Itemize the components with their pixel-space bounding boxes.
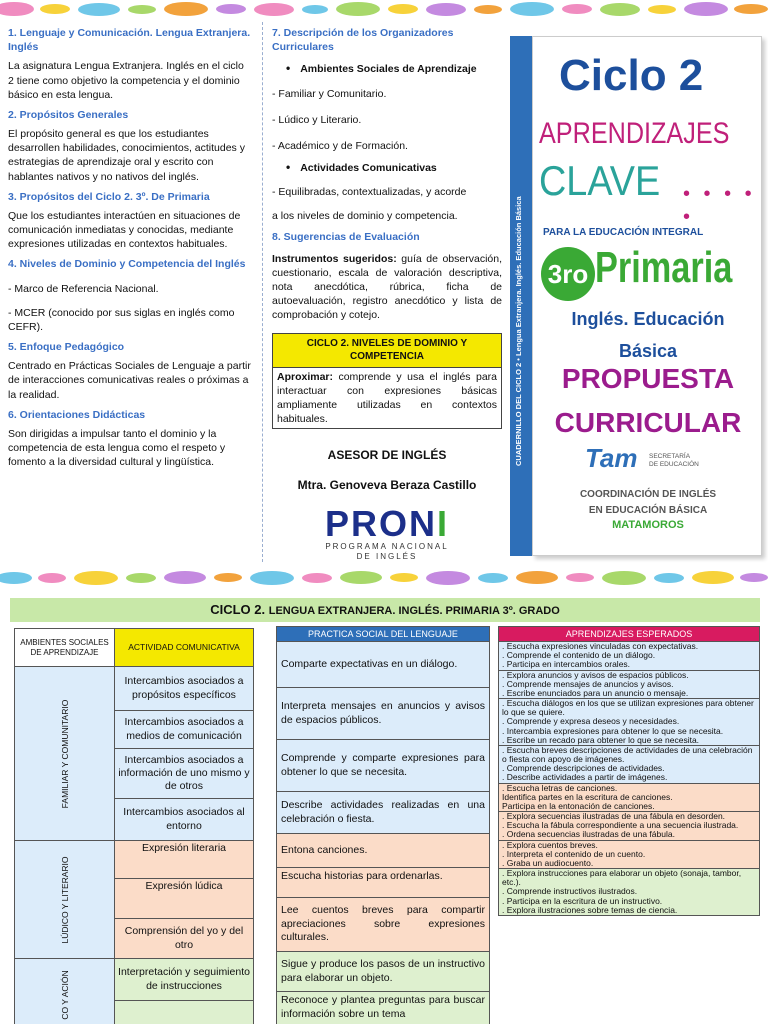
section-5-text: Centrado en Prácticas Sociales de Lenguaje a partir de interacciones comunicativas reales o próximas a la realidad.	[8, 360, 251, 401]
aprendizaje-cell: . Escucha breves descripciones de actividades de una celebración o fiesta con apoyo de imágenes. . Comprende descripciones de actividades. . Describe actividades a partir de imágenes.	[499, 745, 760, 783]
section-4-item: - MCER (conocido por sus siglas en inglés como CEFR).	[8, 306, 235, 333]
section-1-title: 1. Lenguaje y Comunicación. Lengua Extranjera. Inglés	[8, 27, 251, 54]
practica-cell: Lee cuentos breves para compartir apreciaciones sobre expresiones culturales.	[277, 898, 490, 952]
section-8-text: Instrumentos sugeridos: guía de observación, cuestionario, escala de valoración descriptiva, nota anecdótica, rúbrica, ficha de autoevaluación, registro anecdótico y lista de comprobación y cotejo.	[272, 252, 502, 322]
activity-cell: Intercambios asociados a información de uno mismo y de otros	[115, 749, 254, 799]
aprendizajes-table	[498, 626, 760, 916]
aprendizaje-cell: . Escucha letras de canciones. Identifica partes en la escritura de canciones. Participa en la entonación de canciones.	[499, 783, 760, 812]
practica-cell: Describe actividades realizadas en una celebración o fiesta.	[277, 792, 490, 834]
practica-table	[276, 626, 490, 1024]
cover-primaria: Primaria	[595, 243, 733, 292]
activity-cell: Intercambios asociados a propósitos específicos	[115, 667, 254, 711]
top-dot-border	[0, 0, 768, 20]
cover-aprendizajes: APRENDIZAJES	[539, 117, 730, 150]
cover-curricular: CURRICULAR	[554, 407, 742, 438]
ambient-ludico: LÚDICO Y LITERARIO	[15, 841, 115, 959]
aprendizaje-cell: . Escucha expresiones vinculadas con expectativas. . Comprende el contenido de un diálogo. . Participa en intercambios orales.	[499, 642, 760, 671]
practica-cell: Sigue y produce los pasos de un instructivo para elaborar un objeto.	[277, 952, 490, 992]
aprendizajes-header: APRENDIZAJES ESPERADOS	[499, 627, 760, 642]
practica-cell: Comprende y comparte expresiones para obtener lo que se necesita.	[277, 740, 490, 792]
book-front	[532, 36, 762, 556]
book-spine: CUADERNILLO DEL CICLO 2 • Lengua Extranjera. Inglés. Educación Básica	[510, 36, 532, 556]
aprendizaje-cell: . Explora instrucciones para elaborar un objeto (sonaja, tambor, etc.). . Comprende instructivos ilustrados. . Participa en la escritura de un instructivo. . Explora ilustraciones sobre temas de ciencia.	[499, 869, 760, 916]
aprendizaje-cell: . Explora secuencias ilustradas de una fábula en desorden. . Escucha la fábula correspondiente a una secuencia ilustrada. . Ordena secuencias ilustradas de una fábula.	[499, 812, 760, 841]
section-6-title: 6. Orientaciones Didácticas	[8, 408, 146, 421]
section-2-text: El propósito general es que los estudiantes desarrollen habilidades, conocimientos, actitudes y estrategias de aprendizaje oral y escrito con hablantes nativos y no nativos del inglés.	[8, 128, 245, 183]
aprendizaje-cell: . Escucha diálogos en los que se utilizan expresiones para obtener lo que se quiere. . Comprende y expresa deseos y necesidades. . Intercambia expresiones para obtener lo que se necesita. . Escribe un recado para obtener lo que se necesita.	[499, 699, 760, 746]
ambient-familiar: FAMILIAR Y COMUNITARIO	[15, 667, 115, 841]
activity-cell: Intercambios asociados al entorno	[115, 799, 254, 841]
activity-cell: Comprensión del yo y del otro	[115, 919, 254, 959]
section-5-title: 5. Enfoque Pedagógico	[8, 341, 125, 354]
cover-ingles: Inglés. Educación	[571, 309, 725, 329]
ambient-item: - Familiar y Comunitario.	[272, 87, 387, 100]
section-8-title: 8. Sugerencias de Evaluación	[272, 230, 420, 243]
cover-grade-badge: 3ro	[541, 247, 595, 301]
section-4-title: 4. Niveles de Dominio y Competencia del Inglés	[8, 258, 246, 271]
activity-item: a los niveles de dominio y competencia.	[272, 210, 458, 223]
cover-dots: • • • • •	[683, 183, 756, 228]
ambient-item: - Lúdico y Literario.	[272, 113, 362, 126]
ambient-item: - Académico y de Formación.	[272, 139, 408, 152]
ambientes-table	[14, 628, 254, 1024]
activity-cell: Interpretación y seguimiento de instrucciones	[115, 959, 254, 1001]
asesor-name: Mtra. Genoveva Beraza Castillo	[297, 478, 477, 493]
dominio-box-text: Aproximar: comprende y usa el inglés para interactuar con expresiones básicas ampliamente utilizadas en contextos habituales.	[277, 370, 497, 426]
cover-propuesta: PROPUESTA	[561, 363, 735, 394]
bullet-item: • Actividades Comunicativas	[286, 160, 437, 175]
section-6-text: Son dirigidas a impulsar tanto el dominio y la competencia de esta lengua como el respeto y fomento a la diversidad cultural y lingüística.	[8, 427, 226, 469]
ambient-academico: CO Y ACIÓN	[15, 959, 115, 1024]
asesor-label: ASESOR DE INGLÉS	[327, 448, 447, 463]
cover-basica: Básica	[618, 341, 678, 361]
section-1-text: La asignatura Lengua Extranjera. Inglés en el ciclo 2 tiene como objetivo la competencia y el dominio básico en esta lengua.	[8, 60, 244, 101]
practica-cell: Reconoce y plantea preguntas para buscar información sobre un tema	[277, 992, 490, 1024]
middle-dot-border	[0, 568, 768, 588]
activity-cell: Expresión literaria	[115, 841, 254, 879]
cover-ciclo: Ciclo 2	[559, 51, 704, 100]
section-3-title: 3. Propósitos del Ciclo 2. 3º. De Primaria	[8, 190, 210, 203]
column-divider	[262, 22, 263, 562]
dominio-box-title: CICLO 2. NIVELES DE DOMINIO Y COMPETENCIA	[273, 334, 501, 368]
left-column	[8, 20, 252, 475]
middle-column	[272, 20, 502, 563]
section-4-item: - Marco de Referencia Nacional.	[8, 282, 159, 295]
aprendizaje-cell: . Explora anuncios y avisos de espacios públicos. . Comprende mensajes de anuncios y avisos. . Escribe enunciados para un anuncio o mensaje.	[499, 670, 760, 699]
cover-coordinacion: COORDINACIÓN DE INGLÉS EN EDUCACIÓN BÁSICA	[579, 489, 717, 516]
aprendizaje-cell: . Explora cuentos breves. . Interpreta el contenido de un cuento. . Graba un audiocuento.	[499, 840, 760, 869]
book-cover-image	[510, 36, 762, 556]
cover-clave: CLAVE	[539, 157, 661, 204]
practica-cell: Comparte expectativas en un diálogo.	[277, 642, 490, 688]
practica-cell: Entona canciones.	[277, 834, 490, 868]
section-7-title: 7. Descripción de los Organizadores Curriculares	[272, 27, 454, 54]
activity-item: - Equilibradas, contextualizadas, y acorde	[272, 186, 467, 199]
practica-cell: Escucha historias para ordenarlas.	[277, 868, 490, 898]
activity-cell: Intercambios asociados a medios de comunicación	[115, 711, 254, 749]
cover-matamoros: MATAMOROS	[612, 519, 684, 531]
ambientes-header: AMBIENTES SOCIALES DE APRENDIZAJE	[15, 629, 115, 667]
actividad-header: ACTIVIDAD COMUNICATIVA	[115, 629, 254, 667]
tam-logo: Tam	[585, 443, 638, 473]
activity-cell: Expresión lúdica	[115, 879, 254, 919]
sep-logo: SECRETARÍA DE EDUCACIÓN	[649, 453, 699, 468]
bullet-item: • Ambientes Sociales de Aprendizaje	[286, 61, 477, 76]
dominio-box	[272, 333, 502, 430]
proni-logo: PRONI PROGRAMA NACIONAL DE INGLÉS	[324, 502, 450, 562]
practica-cell: Interpreta mensajes en anuncios y avisos de espacios públicos.	[277, 688, 490, 740]
section-banner: CICLO 2. LENGUA EXTRANJERA. INGLÉS. PRIMARIA 3º. GRADO	[10, 598, 760, 622]
section-3-text: Que los estudiantes interactúen en situaciones de comunicación inmediatas y conocidas, mediante expresiones utilizadas en contextos habituales.	[8, 209, 241, 251]
cover-para: PARA LA EDUCACIÓN INTEGRAL	[543, 227, 704, 238]
section-2-title: 2. Propósitos Generales	[8, 108, 129, 121]
practica-header: PRACTICA SOCIAL DEL LENGUAJE	[277, 627, 490, 642]
